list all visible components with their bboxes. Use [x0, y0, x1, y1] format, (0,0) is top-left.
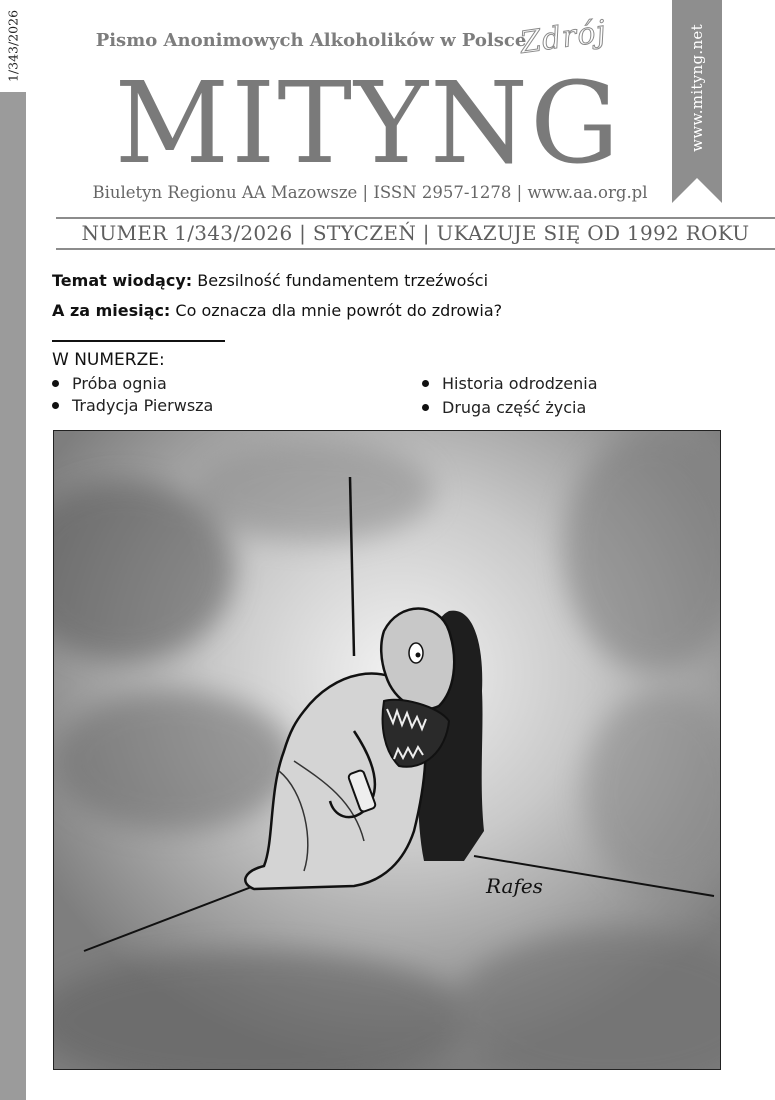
issue-rule-top	[56, 217, 775, 219]
lead-topic	[52, 271, 488, 290]
lead-topic-label: Temat wiodący:	[52, 271, 193, 290]
toc-item-label: Tradycja Pierwsza	[72, 396, 214, 415]
bullet-icon	[52, 402, 59, 409]
cover-illustration	[53, 430, 721, 1070]
toc-item-label: Druga część życia	[442, 398, 587, 417]
spine-issue-code: 1/343/2026	[5, 9, 21, 83]
toc-title: W NUMERZE:	[52, 350, 165, 370]
bullet-icon	[422, 380, 429, 387]
bullet-icon	[52, 380, 59, 387]
zdroj-logo: Zdrój	[517, 14, 609, 61]
magazine-tagline: Pismo Anonimowych Alkoholików w Polsce	[95, 30, 527, 51]
bulletin-subline: Biuletyn Regionu AA Mazowsze | ISSN 2957-1278 | www.aa.org.pl	[92, 183, 648, 202]
bullet-icon	[422, 404, 429, 411]
lead-topic-text: Bezsilność fundamentem trzeźwości	[197, 271, 489, 290]
toc-item	[52, 374, 167, 393]
issue-rule-bottom	[56, 248, 775, 250]
toc-item-label: Historia odrodzenia	[442, 374, 598, 393]
spine-bar	[0, 0, 26, 1100]
masthead-title: MITYNG	[114, 59, 622, 189]
illustration-signature: Rafes	[486, 874, 543, 898]
website-url: www.mityng.net	[688, 24, 706, 152]
toc-item	[422, 398, 586, 417]
illustration-art	[54, 431, 720, 1069]
toc-item-label: Próba ognia	[72, 374, 167, 393]
issue-info: NUMER 1/343/2026 | STYCZEŃ | UKAZUJE SIĘ OD 1992 ROKU	[81, 221, 750, 245]
next-month-label: A za miesiąc:	[52, 301, 171, 320]
toc-item	[52, 396, 213, 415]
next-month-topic	[52, 301, 502, 320]
toc-item	[422, 374, 598, 393]
next-month-text: Co oznacza dla mnie powrót do zdrowia?	[175, 301, 503, 320]
toc-rule	[52, 340, 225, 342]
